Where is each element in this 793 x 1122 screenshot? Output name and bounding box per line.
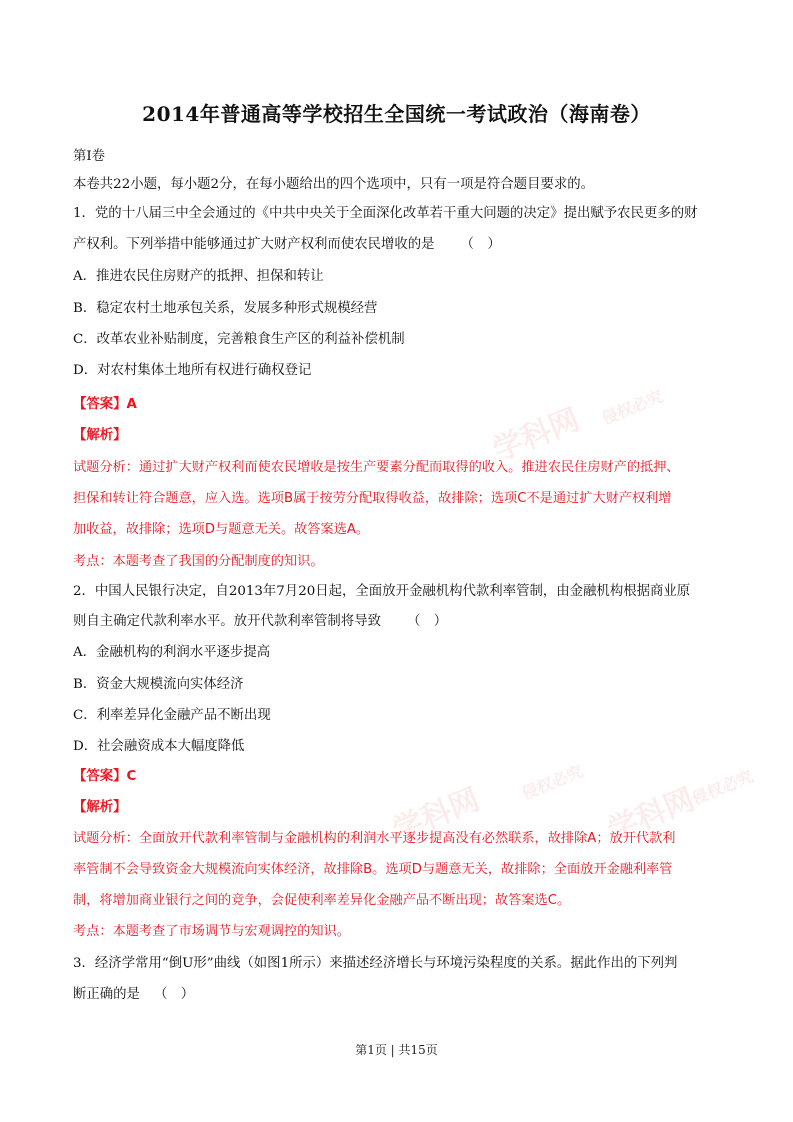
question-2-analysis-line2: 率管制不会导致资金大规模流向实体经济，故排除B。选项D与题意无关，故排除；全面放开金融利率管 (73, 862, 673, 877)
question-1-option-c: C．改革农业补贴制度，完善粮食生产区的利益补偿机制 (73, 332, 405, 347)
question-2-stem-line1: 2．中国人民银行决定，自2013年7月20日起，全面放开金融机构代款利率管制，由金融机构根据商业原 (73, 584, 691, 599)
question-2-option-c: C．利率差异化金融产品不断出现 (73, 708, 271, 723)
question-2-stem-line2 (73, 613, 733, 631)
question-1-option-b: B．稳定农村土地承包关系，发展多种形式规模经营 (73, 301, 378, 316)
question-1-option-a: A．推进农民住房财产的抵押、担保和转让 (73, 269, 324, 284)
section-heading: 第Ⅰ卷 (73, 149, 106, 164)
watermark-logo: 学科网 (488, 402, 585, 469)
question-1-analysis-line2: 担保和转让符合题意，应入选。选项B属于按劳分配取得收益，故排除；选项C不是通过扩大财产权利增 (73, 491, 672, 506)
question-2-analysis-line3: 制，将增加商业银行之间的竞争，会促使利率差异化金融产品不断出现；故答案选C。 (73, 893, 571, 908)
question-2-option-a: A．金融机构的利润水平逐步提高 (73, 645, 271, 660)
question-2-analysis-label: 【解析】 (73, 800, 127, 815)
question-3-stem-line2 (73, 986, 733, 1004)
question-1-stem-text: 产权利。下列举措中能够通过扩大财产权利而使农民增收的是 (73, 237, 435, 252)
question-1-stem-line2 (73, 236, 733, 254)
question-2-answer-paren: （ ） (406, 614, 448, 629)
watermark-text: 侵权必究 (599, 386, 666, 429)
question-1-analysis-line3: 加收益，故排除；选项D与题意无关。故答案选A。 (73, 522, 370, 537)
watermark-text: 侵权必究 (519, 761, 586, 804)
page-footer: 第1页 | 共15页 (355, 1043, 438, 1057)
question-3-stem-text: 断正确的是 (73, 987, 140, 1002)
watermark-text: 侵权必究 (689, 766, 756, 809)
section-intro: 本卷共22小题，每小题2分，在每小题给出的四个选项中，只有一项是符合题目要求的。 (73, 177, 595, 192)
watermark-logo: 学科网 (603, 782, 700, 849)
question-2-option-b: B．资金大规模流向实体经济 (73, 677, 244, 692)
question-1-answer: 【答案】A (73, 397, 137, 412)
question-2-stem-text: 则自主确定代款利率水平。放开代款利率管制将导致 (73, 614, 381, 629)
question-3-stem-line1: 3．经济学常用“倒U形”曲线（如图1所示）来描述经济增长与环境污染程度的关系。据此作出的下列判 (73, 956, 678, 971)
question-2-option-d: D．社会融资成本大幅度降低 (73, 739, 245, 754)
question-1-option-d: D．对农村集体土地所有权进行确权登记 (73, 363, 312, 378)
question-2-answer: 【答案】C (73, 769, 137, 784)
question-1-analysis-label: 【解析】 (73, 428, 127, 443)
watermark-logo: 学科网 (388, 782, 485, 849)
question-1-knowledge-point: 考点：本题考查了我国的分配制度的知识。 (73, 554, 324, 569)
document-title: 2014年普通高等学校招生全国统一考试政治（海南卷） (142, 102, 651, 126)
question-3-answer-paren: （ ） (153, 987, 195, 1002)
question-1-stem-line1: 1．党的十八届三中全会通过的《中共中央关于全面深化改革若干重大问题的决定》提出赋予农民更多的财 (73, 206, 698, 221)
question-2-analysis-line1: 试题分析：全面放开代款利率管制与金融机构的利润水平逐步提高没有必然联系，故排除A；放开代款利 (73, 831, 676, 846)
question-1-analysis-line1: 试题分析：通过扩大财产权利而使农民增收是按生产要素分配而取得的收入。推进农民住房财产的抵押、 (73, 460, 680, 475)
question-1-answer-paren: （ ） (460, 237, 501, 252)
question-2-knowledge-point: 考点：本题考查了市场调节与宏观调控的知识。 (73, 924, 350, 939)
